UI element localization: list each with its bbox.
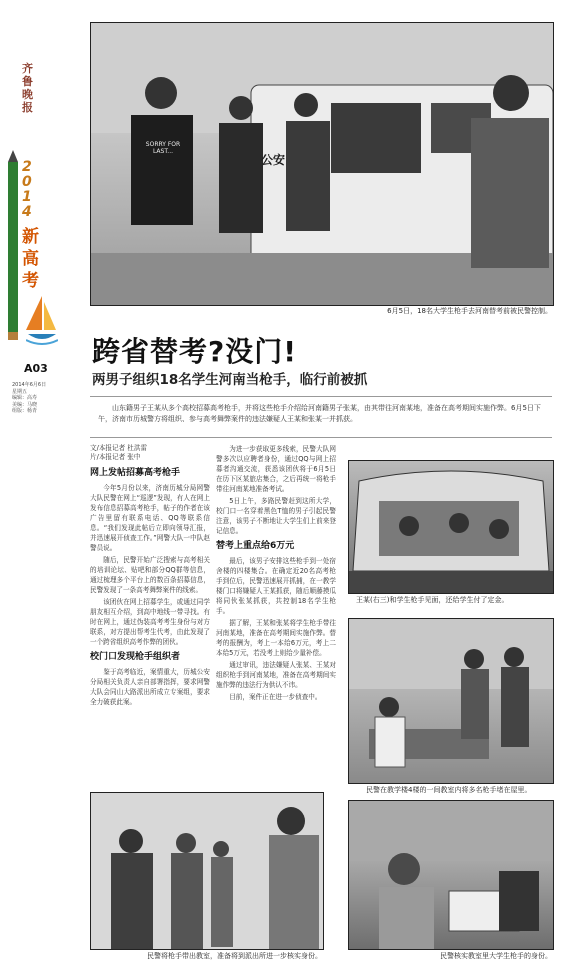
- byline: 文/本报记者 杜洪雷 片/本报记者 张中: [90, 444, 148, 461]
- lede-box: [90, 396, 552, 438]
- lede-text: 山东籍男子王某从多个高校招募高考枪手，并将这些枪手介绍给河南籍男子张某，由其带往河南某地，准备在高考期间实施作弊。6月5日下午，济南市历城警方将组织、参与高考舞弊案件的违法嫌疑人王某和张某一并抓获。: [98, 404, 541, 423]
- subheading: 校门口发现枪手组织者: [90, 652, 181, 662]
- masthead-meta: 2014年6月6日 星期五 编辑：高寿 美编：马晓 组版：杨青: [12, 382, 47, 414]
- classroom-photo-caption: 民警在教学楼4楼的一间教室内将多名枪手堵在屋里。: [366, 786, 532, 794]
- top-photo: [90, 22, 554, 306]
- car-photo: [348, 460, 554, 594]
- van-marking: 公安: [261, 153, 286, 167]
- shirt-print: SORRY FOR LAST...: [145, 141, 181, 155]
- headline-title: 跨省替考?没门!: [92, 335, 298, 368]
- paper-name: 齐鲁晚报: [22, 62, 33, 114]
- masthead: [0, 0, 58, 440]
- headline-subtitle: 两男子组织18名学生河南当枪手，临行前被抓: [92, 372, 368, 388]
- top-photo-caption: 6月5日，18名大学生枪手去河南替考前被民警控制。: [387, 307, 552, 315]
- page-number: A03: [24, 362, 48, 375]
- subheading: 网上发帖招募高考枪手: [90, 468, 181, 478]
- car-photo-caption: 王某(右三)和学生枪手见面，还给学生付了定金。: [356, 596, 509, 604]
- article-column-1: 文/本报记者 杜洪雷 片/本报记者 张中 网上发帖招募高考枪手 今年5月份以来，济南历城分局网警大队民警在网上“巡逻”发现，有人在网上发布信息招募高考枪手，帖子的作者在该广告里留有联系电话、QQ等联系信息。“我们发现此帖后立即向领导汇报，并迅速展开侦查工作。”网警大队一中队赵警员说。 随后，民警开始广泛搜索与高考相关的培训论坛、贴吧和部分QQ群等信息，通过梳理多个平台上的数百条招募信息，民警发现了一条高考舞弊案件的线索。 该团伙在网上招募学生，或通过同学朋友相互介绍，到高中地线一带寻找。有时在网上，通过伪装高考考生身份与对方联系，对方提出帮考生代考，由此发现了一个跨省组织高考作弊的团伙。 校门口发现枪手组织者 鉴于高考临近，案情重大，历城公安分局相关负责人亲自部署指挥，要求网警大队会同山大路派出所成立专案组，要求全力破获此案。: [90, 444, 210, 706]
- pencil-icon: [8, 150, 18, 340]
- section-year: 2014: [22, 159, 32, 220]
- article-column-2: 为进一步获取更多线索，民警大队网警多次以应聘者身份，通过QQ与网上招募者沟通交流，获悉该团伙将于6月5日在历下区某旅店集合，之后再统一将枪手带往河南某地准备考试。 5日上午，多路民警赶到这所大学，校门口一名穿着黑色T恤的男子引起民警注意，该男子不断地让大学生们上前来登记信息。 替考上重点给6万元 最后，该男子安排这些枪手到一处宿舍楼的四楼集合。在确定近20名高考枪手到位后，民警迅速展开抓捕，在一教学楼门口将嫌疑人王某抓获，随后顺藤摸瓜将同伙张某抓获，共控制18名学生枪手。 据了解，王某和张某将学生枪手带往河南某地，准备在高考期间实施作弊。替考的报酬为，考上一本给6万元，考上二本给5万元，若没考上则给少量补偿。 通过审讯，违法嫌疑人张某、王某对组织枪手到河南某地，准备在高考期间实施作弊的违法行为供认不讳。 目前，案件正在进一步侦查中。: [216, 445, 336, 701]
- sailboat-icon: [26, 296, 58, 346]
- desk-photo-caption: 民警核实教室里大学生枪手的身份。: [440, 952, 552, 960]
- section-name: 新高考: [22, 227, 39, 291]
- stair-photo-caption: 民警将枪手带出教室，准备将到派出所进一步核实身份。: [147, 952, 322, 960]
- subheading: 替考上重点给6万元: [216, 541, 295, 551]
- desk-photo: [348, 800, 554, 950]
- stair-photo: [90, 792, 324, 950]
- classroom-photo: [348, 618, 554, 784]
